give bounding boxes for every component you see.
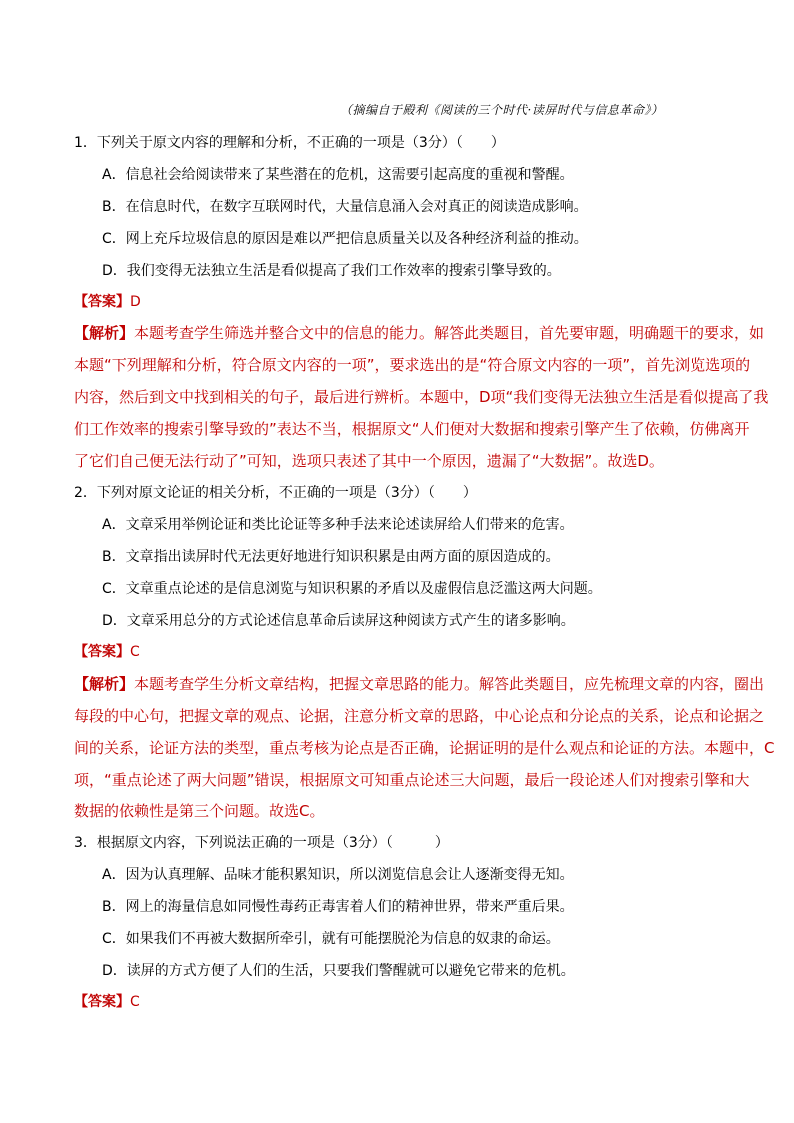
- question-2-analysis-line: 每段的中心句，把握文章的观点、论据，注意分析文章的思路，中心论点和分论点的关系，论点和论据之: [74, 707, 765, 725]
- question-2-stem: 2．下列对原文论证的相关分析，不正确的一项是（3分）（ ）: [74, 485, 477, 501]
- question-1-answer: [74, 292, 141, 312]
- question-1-option-b: B．在信息时代，在数字互联网时代，大量信息涌入会对真正的阅读造成影响。: [102, 199, 588, 215]
- question-1-stem: 1．下列关于原文内容的理解和分析，不正确的一项是（3分）（ ）: [74, 135, 505, 151]
- question-1-analysis-line: [74, 323, 764, 343]
- answer-label: 【答案】: [74, 294, 130, 310]
- question-2-analysis-line: 间的关系，论证方法的类型，重点考核为论点是否正确，论据证明的是什么观点和论证的方法。本题中，C: [74, 739, 775, 757]
- question-2-option-b: B．文章指出读屏时代无法更好地进行知识积累是由两方面的原因造成的。: [102, 549, 560, 565]
- question-2-option-d: D．文章采用总分的方式论述信息革命后读屏这种阅读方式产生的诸多影响。: [102, 613, 575, 629]
- question-2-analysis-line: 项，“重点论述了两大问题”错误，根据原文可知重点论述三大问题，最后一段论述人们对搜索引擎和大: [74, 771, 750, 789]
- question-1-analysis-line: 内容，然后到文中找到相关的句子，最后进行辨析。本题中，D项“我们变得无法独立生活是看似提高了我: [74, 388, 769, 406]
- analysis-label: 【解析】: [74, 324, 135, 342]
- question-1-analysis-line: 们工作效率的搜索引擎导致的”表达不当，根据原文“人们便对大数据和搜索引擎产生了依赖，仿佛离开: [74, 420, 750, 438]
- question-2-answer: [74, 642, 140, 662]
- answer-value: D: [130, 294, 141, 310]
- answer-value: C: [130, 994, 140, 1010]
- question-3-option-d: D．读屏的方式方便了人们的生活，只要我们警醒就可以避免它带来的危机。: [102, 963, 575, 979]
- question-1-analysis-line: 本题“下列理解和分析，符合原文内容的一项”，要求选出的是“符合原文内容的一项”，首先浏览选项的: [74, 356, 751, 374]
- answer-value: C: [130, 644, 140, 660]
- question-2-option-c: C．文章重点论述的是信息浏览与知识积累的矛盾以及虚假信息泛滥这两大问题。: [102, 581, 602, 597]
- question-2-option-a: A．文章采用举例论证和类比论证等多种手法来论述读屏给人们带来的危害。: [102, 517, 574, 533]
- question-3-answer: [74, 992, 140, 1012]
- question-2-analysis-line: 数据的依赖性是第三个问题。故选C。: [74, 802, 325, 820]
- question-3-option-a: A．因为认真理解、品味才能积累知识，所以浏览信息会让人逐渐变得无知。: [102, 867, 574, 883]
- analysis-text: 本题考查学生分析文章结构，把握文章思路的能力。解答此类题目，应先梳理文章的内容，圈出: [134, 675, 765, 693]
- analysis-label: 【解析】: [74, 675, 135, 693]
- question-3-stem: 3．根据原文内容，下列说法正确的一项是（3分）（ ）: [74, 835, 449, 851]
- question-3-option-b: B．网上的海量信息如同慢性毒药正毒害着人们的精神世界，带来严重后果。: [102, 899, 574, 915]
- answer-label: 【答案】: [74, 644, 130, 660]
- question-1-option-a: A．信息社会给阅读带来了某些潜在的危机，这需要引起高度的重视和警醒。: [102, 167, 574, 183]
- question-1-option-d: D．我们变得无法独立生活是看似提高了我们工作效率的搜索引擎导致的。: [102, 263, 561, 279]
- question-1-analysis-line: 了它们自己便无法行动了”可知，选项只表述了其中一个原因，遗漏了“大数据”。故选D。: [74, 452, 664, 470]
- analysis-text: 本题考查学生筛选并整合文中的信息的能力。解答此类题目，首先要审题，明确题干的要求，如: [134, 324, 765, 342]
- question-2-analysis-line: [74, 674, 764, 694]
- question-1-option-c: C．网上充斥垃圾信息的原因是难以严把信息质量关以及各种经济利益的推动。: [102, 231, 588, 247]
- source-citation: （摘编自于殿利《阅读的三个时代·读屏时代与信息革命》）: [340, 103, 664, 117]
- answer-label: 【答案】: [74, 994, 130, 1010]
- question-3-option-c: C．如果我们不再被大数据所牵引，就有可能摆脱沦为信息的奴隶的命运。: [102, 931, 560, 947]
